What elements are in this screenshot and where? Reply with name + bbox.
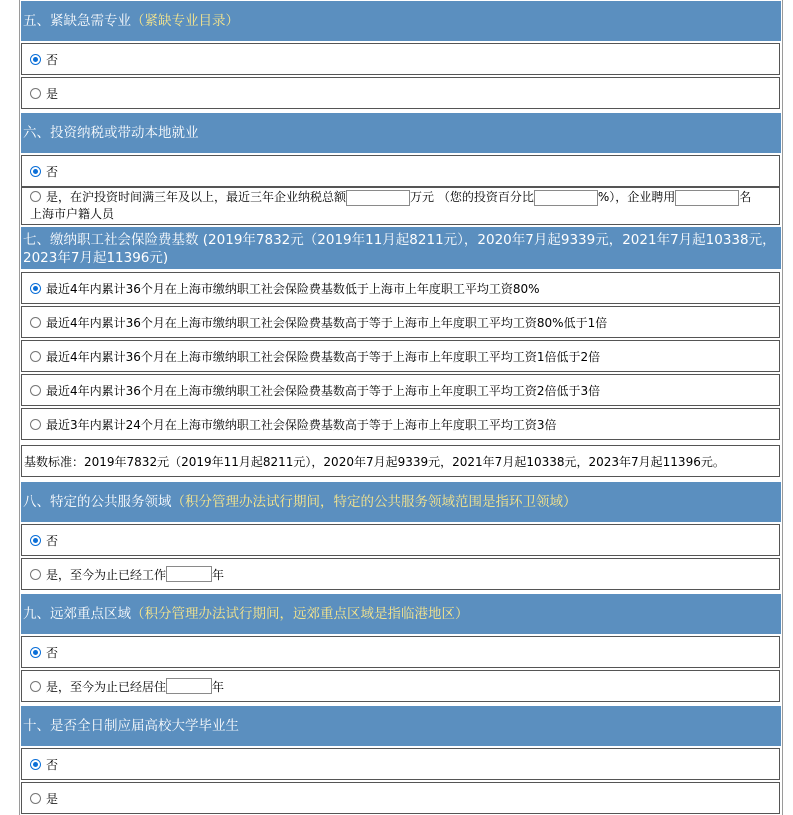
section-7-option-2[interactable] <box>21 306 780 338</box>
option-label: 否 <box>46 52 59 67</box>
yes-text-line2: 上海市户籍人员 <box>30 206 115 221</box>
section-7-option-1[interactable] <box>21 272 780 304</box>
section-8-title: 八、特定的公共服务领域 <box>23 493 172 510</box>
yes-text-4: 名 <box>739 190 752 204</box>
option-label: 最近3年内累计24个月在上海市缴纳职工社会保险费基数高于等于上海市上年度职工平均工资3倍 <box>46 417 557 432</box>
section-7-title: 七、缴纳职工社会保险费基数 (2019年7832元（2019年11月起8211元），2020年7月起9339元，2021年7月起10338元，2023年7月起11396元) <box>23 232 776 266</box>
yes-prefix: 是，至今为止已经居住 <box>46 679 167 694</box>
radio-icon[interactable] <box>30 166 41 177</box>
option-label: 最近4年内累计36个月在上海市缴纳职工社会保险费基数高于等于上海市上年度职工平均工资80%低于1倍 <box>46 315 608 330</box>
radio-icon[interactable] <box>30 317 41 328</box>
radio-icon[interactable] <box>30 681 41 692</box>
radio-icon[interactable] <box>30 54 41 65</box>
yes-text-3: %），企业聘用 <box>597 190 676 204</box>
yes-prefix: 是，至今为止已经工作 <box>46 567 167 582</box>
section-10-option-yes[interactable] <box>21 782 780 814</box>
yes-suffix: 年 <box>212 679 225 694</box>
section-9-header <box>21 594 781 634</box>
work-years-input[interactable] <box>166 566 212 582</box>
standard-text: 基数标准：2019年7832元（2019年11月起8211元），2020年7月起9339元，2021年7月起10338元，2023年7月起11396元。 <box>24 454 725 469</box>
section-8-header <box>21 482 781 522</box>
section-6-option-yes[interactable] <box>21 187 780 225</box>
section-8-option-no[interactable] <box>21 524 780 556</box>
radio-icon[interactable] <box>30 385 41 396</box>
section-8-option-yes[interactable] <box>21 558 780 590</box>
section-7-option-3[interactable] <box>21 340 780 372</box>
section-5-header <box>21 1 781 41</box>
section-7-standard <box>21 445 780 477</box>
option-label: 是 <box>46 791 59 806</box>
section-7-header <box>21 227 781 269</box>
tax-total-input[interactable] <box>346 190 410 206</box>
section-5-title: 五、紧缺急需专业 <box>23 12 131 29</box>
section-9-note: （积分管理办法试行期间，远郊重点区域是指临港地区） <box>131 605 469 622</box>
section-5-option-yes[interactable] <box>21 77 780 109</box>
radio-icon[interactable] <box>30 351 41 362</box>
option-label: 最近4年内累计36个月在上海市缴纳职工社会保险费基数低于上海市上年度职工平均工资80% <box>46 281 540 296</box>
section-6-title: 六、投资纳税或带动本地就业 <box>23 124 199 141</box>
option-label: 否 <box>46 533 59 548</box>
option-label: 最近4年内累计36个月在上海市缴纳职工社会保险费基数高于等于上海市上年度职工平均工资2倍低于3倍 <box>46 383 601 398</box>
section-9-title: 九、远郊重点区域 <box>23 605 131 622</box>
radio-icon[interactable] <box>30 535 41 546</box>
yes-text-2: 万元 （您的投资百分比 <box>410 190 534 204</box>
radio-icon[interactable] <box>30 191 41 202</box>
radio-icon[interactable] <box>30 88 41 99</box>
yes-text-1: 是，在沪投资时间满三年及以上，最近三年企业纳税总额 <box>46 190 347 204</box>
radio-icon[interactable] <box>30 759 41 770</box>
residence-years-input[interactable] <box>166 678 212 694</box>
section-5-option-no[interactable] <box>21 43 780 75</box>
section-7-option-4[interactable] <box>21 374 780 406</box>
radio-icon[interactable] <box>30 419 41 430</box>
section-10-header <box>21 706 781 746</box>
option-label: 否 <box>46 757 59 772</box>
section-6-option-no[interactable] <box>21 155 780 187</box>
radio-icon[interactable] <box>30 569 41 580</box>
option-label: 否 <box>46 645 59 660</box>
investment-percent-input[interactable] <box>534 190 598 206</box>
radio-icon[interactable] <box>30 793 41 804</box>
section-10-title: 十、是否全日制应届高校大学毕业生 <box>23 717 239 734</box>
section-9-option-yes[interactable] <box>21 670 780 702</box>
option-label: 最近4年内累计36个月在上海市缴纳职工社会保险费基数高于等于上海市上年度职工平均工资1倍低于2倍 <box>46 349 601 364</box>
form-container <box>19 0 783 815</box>
section-5-note: （紧缺专业目录） <box>131 12 239 29</box>
section-7-option-5[interactable] <box>21 408 780 440</box>
employee-count-input[interactable] <box>675 190 739 206</box>
section-9-option-no[interactable] <box>21 636 780 668</box>
section-8-note: （积分管理办法试行期间，特定的公共服务领域范围是指环卫领域） <box>171 493 577 510</box>
option-label: 是 <box>46 86 59 101</box>
option-label: 否 <box>46 164 59 179</box>
section-6-header <box>21 113 781 153</box>
yes-suffix: 年 <box>212 567 225 582</box>
section-10-option-no[interactable] <box>21 748 780 780</box>
radio-icon[interactable] <box>30 647 41 658</box>
radio-icon[interactable] <box>30 283 41 294</box>
